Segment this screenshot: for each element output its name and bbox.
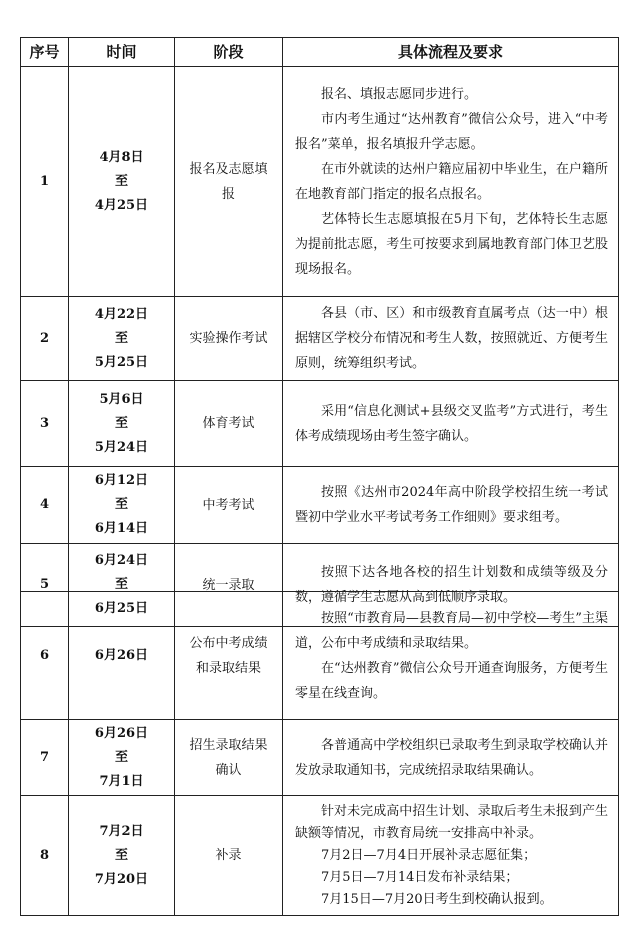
table-row <box>21 381 619 467</box>
row-num: 2 <box>21 297 69 381</box>
row-num: 1 <box>21 67 69 297</box>
row-num: 5 <box>21 544 69 627</box>
table-row <box>21 67 619 297</box>
row-time: 5月6日 至 5月24日 <box>69 381 175 467</box>
header-desc: 具体流程及要求 <box>283 38 619 67</box>
table-row <box>21 796 619 916</box>
row-num: 6 <box>21 592 69 720</box>
row-stage: 体育考试 <box>175 381 283 467</box>
header-stage: 阶段 <box>175 38 283 67</box>
row-stage: 中考考试 <box>175 467 283 544</box>
table-row <box>21 592 619 720</box>
row-time: 7月2日 至 7月20日 <box>69 796 175 916</box>
row-stage: 实验操作考试 <box>175 297 283 381</box>
table-row <box>21 720 619 796</box>
row-stage: 招生录取结果 确认 <box>175 720 283 796</box>
row-desc: 按照下达各地各校的招生计划数和成绩等级及分数，遵循学生志愿从高到低顺序录取。 <box>283 544 619 627</box>
table-row <box>21 467 619 544</box>
row-desc: 报名、填报志愿同步进行。 市内考生通过“达州教育”微信公众号，进入“中考报名”菜单，报名填报升学志愿。 在市外就读的达州户籍应届初中毕业生，在户籍所在地教育部门指定的报名点报名。 艺体特长生志愿填报在5月下旬，艺体特长生志愿为提前批志愿，考生可按要求到属地教育部门体卫艺股现场报名。 <box>283 67 619 297</box>
schedule-table-top <box>20 37 619 627</box>
row-num: 3 <box>21 381 69 467</box>
row-stage: 公布中考成绩 和录取结果 <box>175 592 283 720</box>
row-desc: 各普通高中学校组织已录取考生到录取学校确认并发放录取通知书，完成统招录取结果确认。 <box>283 720 619 796</box>
row-desc: 采用“信息化测试+县级交叉监考”方式进行，考生体考成绩现场由考生签字确认。 <box>283 381 619 467</box>
row-stage: 统一录取 <box>175 544 283 627</box>
row-num: 8 <box>21 796 69 916</box>
row-time: 6月26日 <box>69 592 175 720</box>
table-header-row <box>21 38 619 67</box>
schedule-table-bottom <box>20 591 619 916</box>
row-stage: 补录 <box>175 796 283 916</box>
row-num: 4 <box>21 467 69 544</box>
header-time: 时间 <box>69 38 175 67</box>
header-num: 序号 <box>21 38 69 67</box>
row-desc: 按照《达州市2024年高中阶段学校招生统一考试暨初中学业水平考试考务工作细则》要求组考。 <box>283 467 619 544</box>
row-desc: 针对未完成高中招生计划、录取后考生未报到产生缺额等情况，市教育局统一安排高中补录。 7月2日—7月4日开展补录志愿征集； 7月5日—7月14日发布补录结果； 7月15日—7月20日考生到校确认报到。 <box>283 796 619 916</box>
row-stage: 报名及志愿填 报 <box>175 67 283 297</box>
row-time: 6月24日 至 6月25日 <box>69 544 175 627</box>
row-desc: 各县（市、区）和市级教育直属考点（达一中）根据辖区学校分布情况和考生人数，按照就近、方便考生原则，统筹组织考试。 <box>283 297 619 381</box>
row-time: 4月22日 至 5月25日 <box>69 297 175 381</box>
row-time: 4月8日 至 4月25日 <box>69 67 175 297</box>
row-desc: 按照“市教育局—县教育局—初中学校—考生”主渠道，公布中考成绩和录取结果。 在“达州教育”微信公众号开通查询服务，方便考生零星在线查询。 <box>283 592 619 720</box>
row-time: 6月12日 至 6月14日 <box>69 467 175 544</box>
row-time: 6月26日 至 7月1日 <box>69 720 175 796</box>
table-row <box>21 297 619 381</box>
row-num: 7 <box>21 720 69 796</box>
